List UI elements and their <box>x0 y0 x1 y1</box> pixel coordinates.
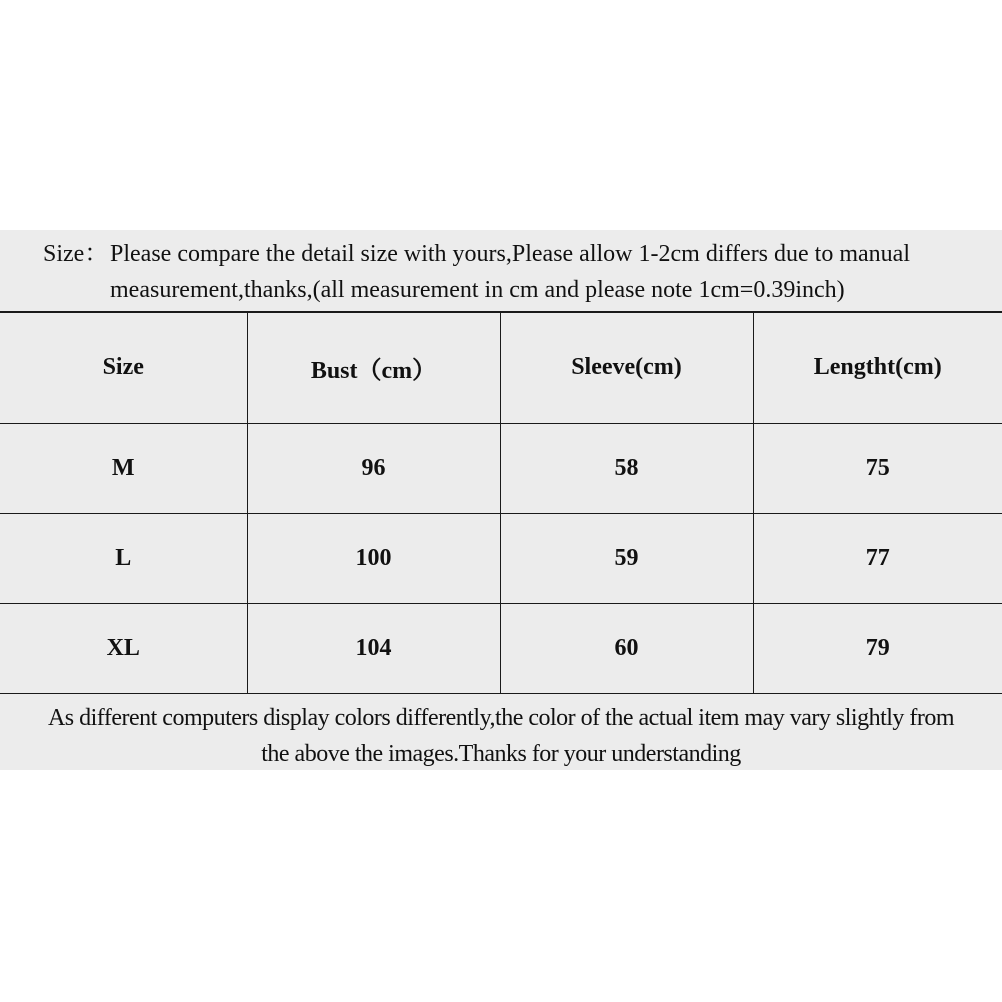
cell-sleeve: 59 <box>500 513 753 603</box>
cell-sleeve: 60 <box>500 603 753 693</box>
column-header-sleeve: Sleeve(cm) <box>500 312 753 423</box>
cell-length: 75 <box>753 423 1002 513</box>
cell-length: 77 <box>753 513 1002 603</box>
color-disclaimer <box>0 700 1002 772</box>
cell-bust: 96 <box>247 423 500 513</box>
cell-length: 79 <box>753 603 1002 693</box>
cell-size: XL <box>0 603 247 693</box>
table-row <box>0 513 1002 603</box>
column-header-bust: Bust（cm） <box>247 312 500 423</box>
size-table <box>0 311 1002 694</box>
color-disclaimer-line-1: As different computers display colors differently,the color of the actual item may vary slightly from <box>47 705 955 731</box>
table-row <box>0 423 1002 513</box>
cell-size: M <box>0 423 247 513</box>
table-header-row <box>0 312 1002 423</box>
size-chart-panel <box>0 230 1002 770</box>
size-note-prefix: Size： <box>43 241 109 267</box>
size-note <box>0 230 1002 310</box>
cell-size: L <box>0 513 247 603</box>
size-note-text <box>110 236 980 308</box>
column-header-length: Lengtht(cm) <box>753 312 1002 423</box>
table-row <box>0 603 1002 693</box>
color-disclaimer-line-2: the above the images.Thanks for your understanding <box>261 741 741 767</box>
size-note-line-1: Please compare the detail size with yours,Please allow 1-2cm differs due to manual <box>110 241 910 267</box>
column-header-size: Size <box>0 312 247 423</box>
cell-bust: 100 <box>247 513 500 603</box>
size-note-line-2: measurement,thanks,(all measurement in cm and please note 1cm=0.39inch) <box>110 277 845 303</box>
cell-bust: 104 <box>247 603 500 693</box>
cell-sleeve: 58 <box>500 423 753 513</box>
